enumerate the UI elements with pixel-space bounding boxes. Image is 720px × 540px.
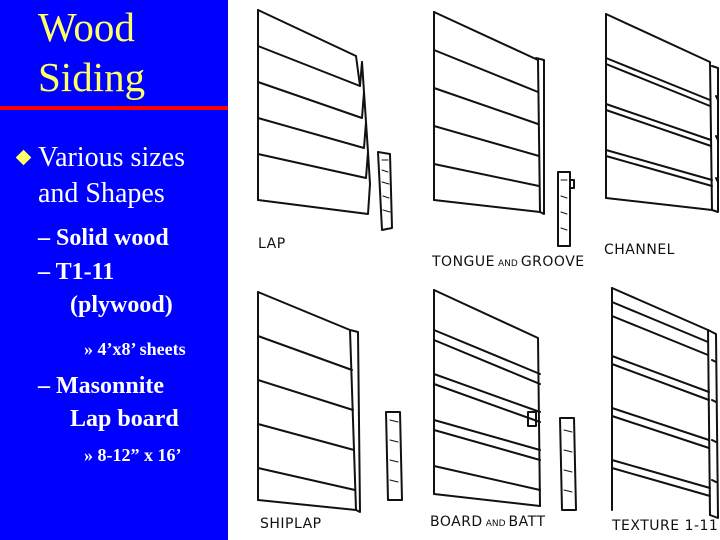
caption-board-word: BOARD — [430, 514, 483, 530]
sub-bullet-t1-11 — [38, 256, 173, 322]
sub-bullet-masonnite-line-1: – Masonnite — [38, 373, 164, 399]
caption-texture-1-11: TEXTURE 1-11 — [612, 518, 719, 534]
caption-batt-word: BATT — [508, 514, 546, 530]
title-divider — [0, 106, 228, 110]
sub-bullet-masonnite — [38, 370, 179, 436]
caption-shiplap: SHIPLAP — [260, 516, 322, 532]
lap-siding-drawing — [258, 10, 392, 230]
caption-groove-word: GROOVE — [520, 254, 585, 270]
caption-tongue-word: TONGUE — [432, 254, 495, 270]
siding-types-drawing — [228, 0, 720, 540]
sub-bullet-t1-11-line-2: (plywood) — [70, 292, 173, 318]
channel-siding-drawing — [606, 14, 718, 212]
caption-tongue-and-groove — [431, 254, 585, 270]
caption-board-and-batt — [430, 514, 546, 530]
slide-title-line-1: Wood — [38, 4, 135, 50]
slide-title — [38, 2, 145, 102]
sub-sub-bullet-size: » 8-12” x 16’ — [84, 445, 182, 465]
siding-illustration — [228, 0, 720, 540]
caption-tongue-and-word: AND — [498, 259, 518, 269]
board-and-batt-siding-drawing — [434, 290, 576, 510]
diamond-bullet-icon — [16, 150, 32, 166]
caption-lap: LAP — [258, 236, 286, 252]
sub-bullet-t1-11-line-1: – T1-11 — [38, 259, 115, 285]
sub-sub-bullet-sheets: » 4’x8’ sheets — [84, 339, 186, 359]
shiplap-siding-drawing — [258, 292, 402, 512]
bullet-line-2: and Shapes — [38, 178, 165, 209]
sub-bullet-solid-wood: – Solid wood — [38, 225, 169, 251]
bullet-various-sizes — [38, 140, 185, 212]
caption-board-and-word: AND — [485, 519, 506, 529]
tongue-and-groove-siding-drawing — [434, 12, 574, 246]
caption-channel: CHANNEL — [604, 242, 675, 258]
bullet-line-1: Various sizes — [38, 142, 185, 173]
sub-bullet-masonnite-line-2: Lap board — [70, 406, 179, 432]
texture-1-11-siding-drawing — [612, 288, 718, 518]
slide-title-line-2: Siding — [38, 54, 146, 100]
text-panel — [0, 0, 228, 540]
